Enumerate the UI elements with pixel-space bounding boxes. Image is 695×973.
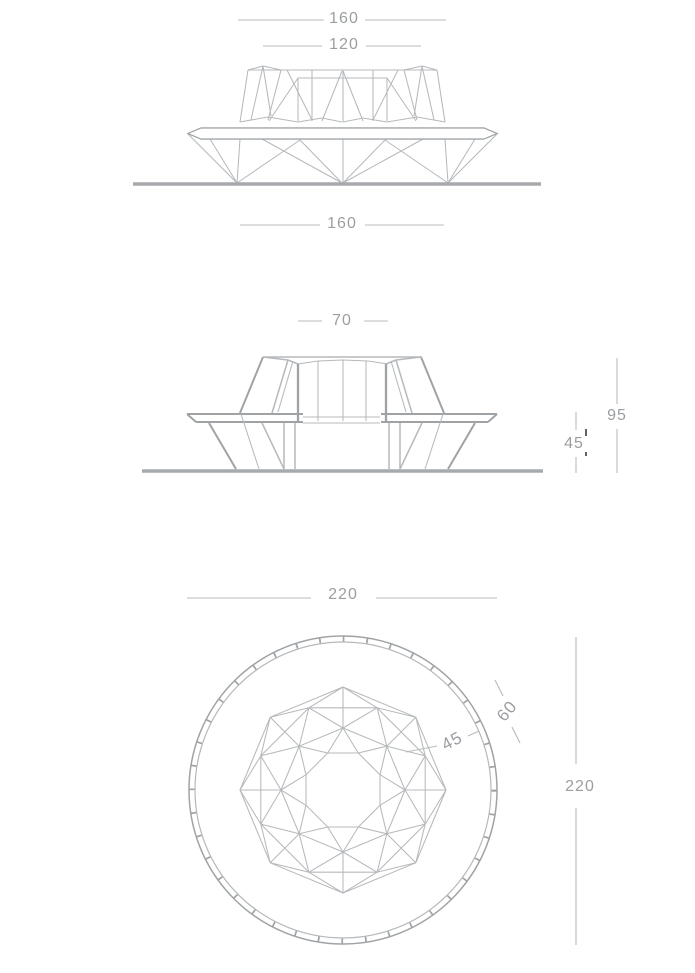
plan-rim: [189, 636, 497, 944]
dim-side-backrest-width: 120: [326, 37, 362, 53]
dim-side-overall-width-bottom: 160: [324, 216, 360, 232]
front-left-half: [187, 357, 318, 469]
plan-backrest-star: [240, 687, 446, 893]
dim-front-overall-height: 95: [604, 408, 630, 424]
seat-band: [188, 128, 497, 139]
dim-plan-seat-ring-depth: 60: [492, 696, 522, 726]
dim-front-backrest-top-width: 70: [329, 313, 355, 329]
dim-plan-diameter-width: 220: [325, 587, 361, 603]
dim-plan-backrest-ring-width: 45: [438, 727, 466, 755]
dim-plan-diameter-height: 220: [562, 779, 598, 795]
backrest-wireframe: [188, 66, 342, 183]
plan-dimension-lines: [187, 598, 576, 945]
plan-view-drawing: [187, 598, 576, 945]
front-elevation-drawing: [142, 321, 617, 473]
dim-side-overall-width-top: 160: [326, 11, 362, 27]
dim-front-seat-height: 45: [561, 436, 587, 452]
